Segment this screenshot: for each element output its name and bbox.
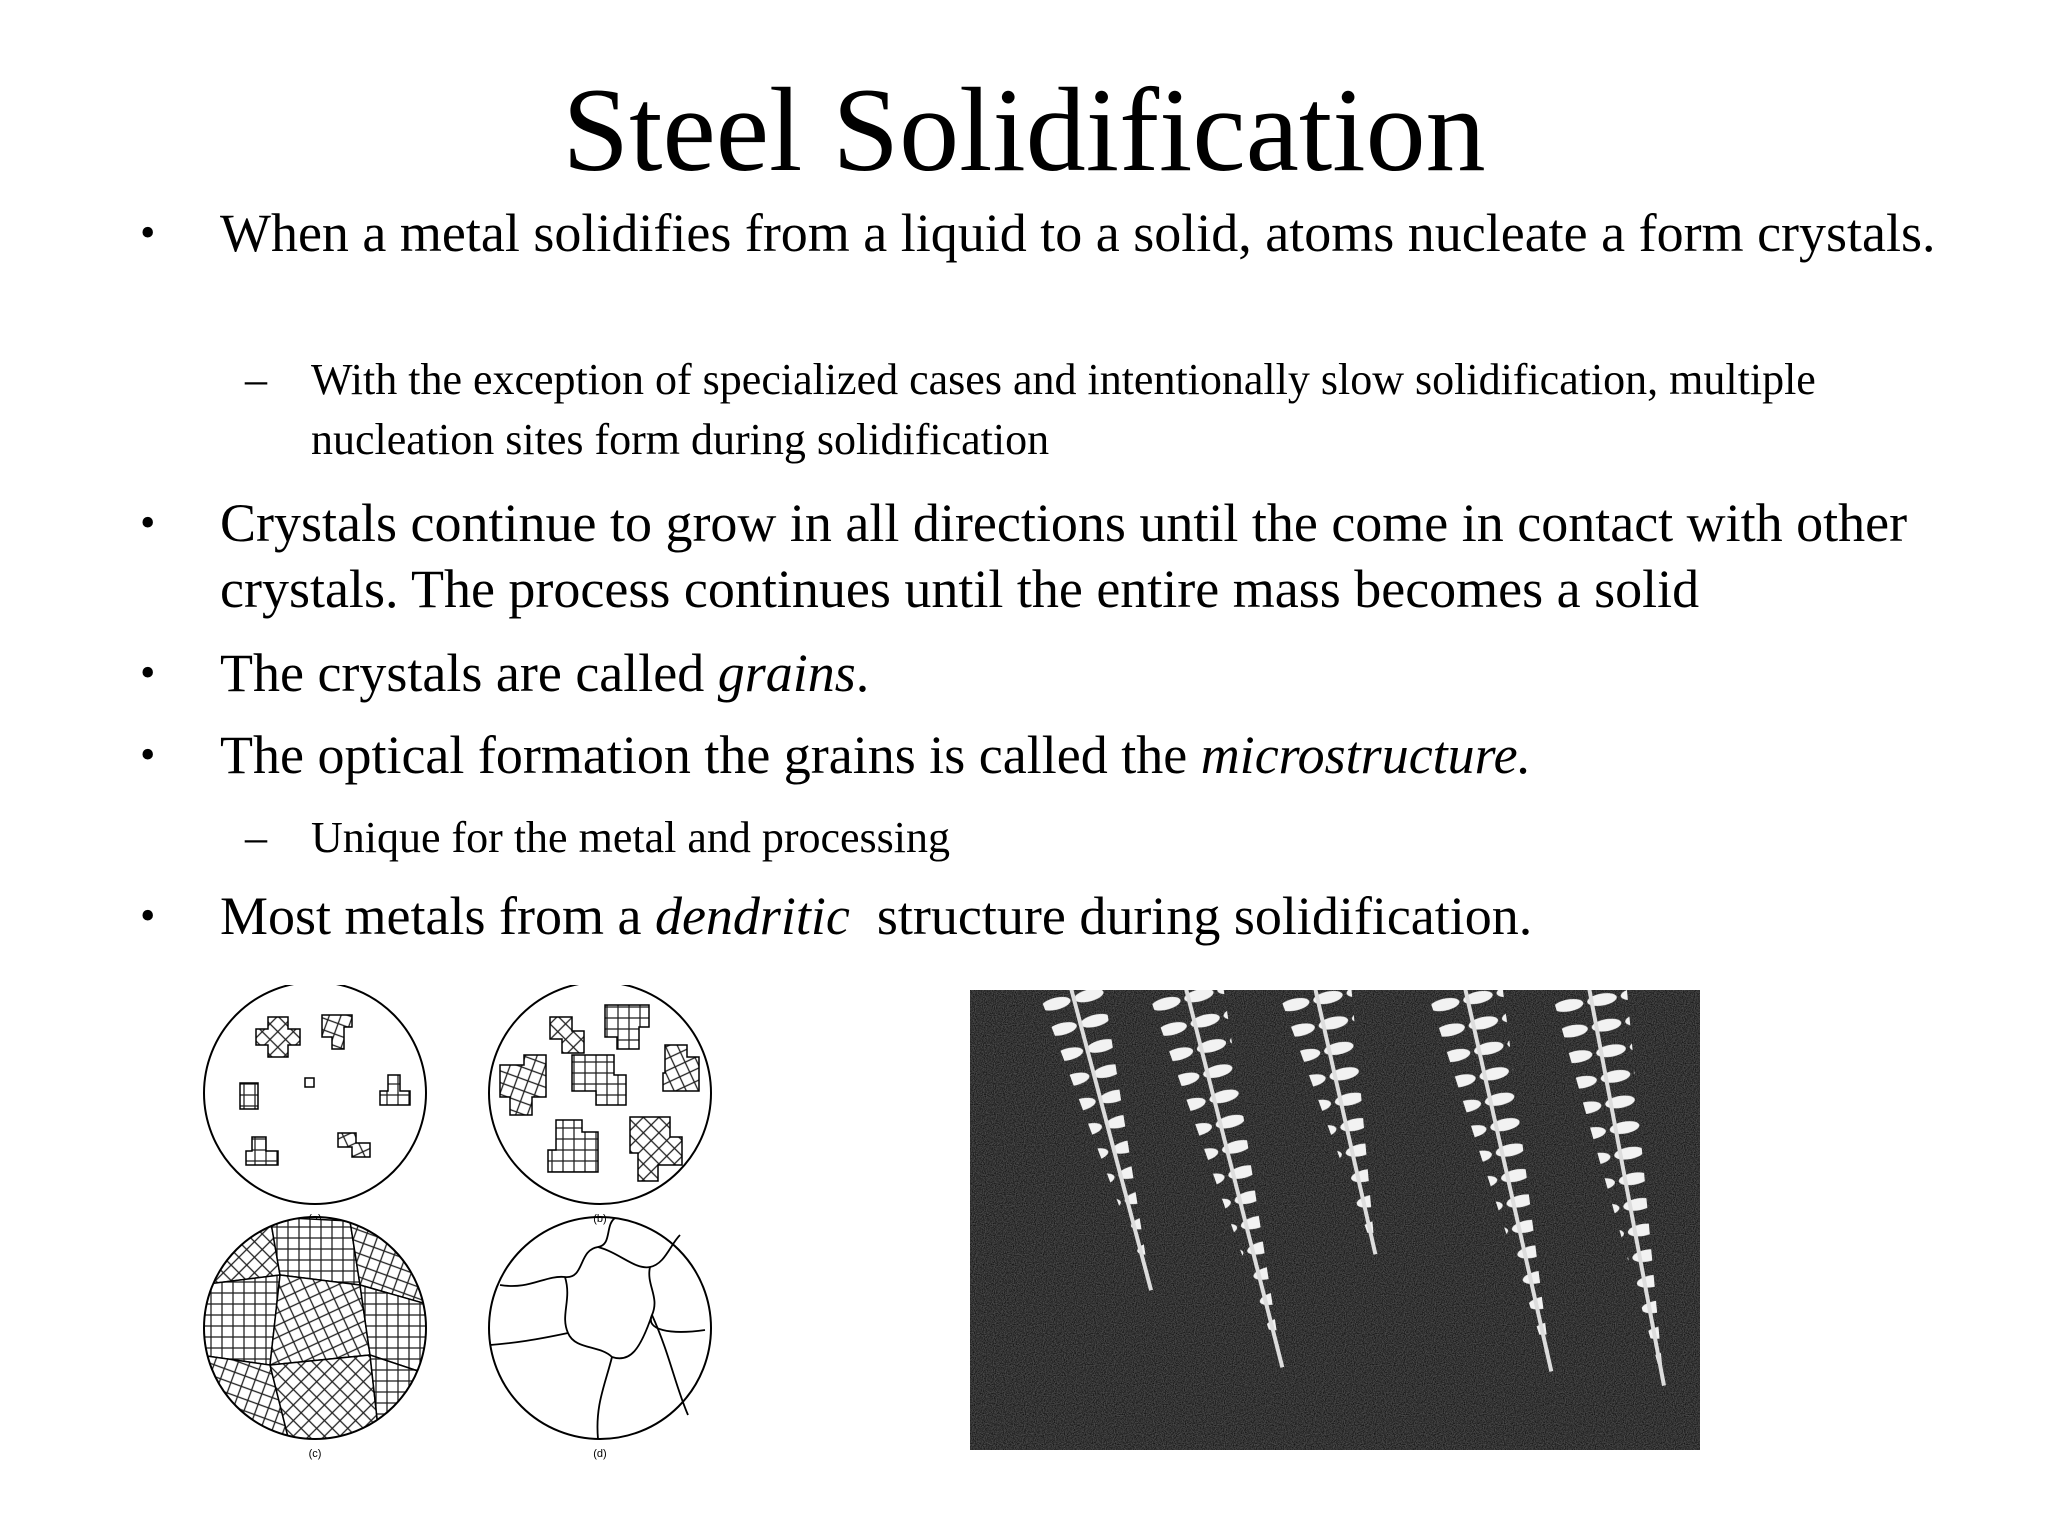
panel-label: (b) (593, 1213, 607, 1225)
bullet-marker: • (140, 730, 156, 779)
sub-bullet-marker: – (245, 813, 267, 862)
sub-bullet-marker: – (245, 355, 267, 404)
slide-title: Steel Solidification (562, 63, 1486, 196)
bullet-item (140, 883, 1980, 949)
bullet-text (220, 722, 1980, 788)
bullet-marker: • (140, 891, 156, 940)
emphasis-term: grains (717, 643, 856, 703)
bullet-text-part: . (855, 643, 870, 703)
bullet-text-part: Most metals from a (220, 886, 655, 946)
bullet-text-part: The crystals are called (220, 643, 718, 703)
bullet-item (140, 490, 1980, 622)
panel-c (200, 1217, 430, 1460)
bullet-text (220, 883, 1980, 949)
bullet-marker: • (140, 498, 156, 547)
sub-bullet-text: Unique for the metal and processing (311, 813, 951, 862)
bullet-text (220, 640, 1980, 706)
sub-bullet-text: With the exception of specialized cases and intentionally slow solidification, multiple nucleation sites form during solidification (311, 355, 1816, 464)
emphasis-term: microstructure. (1200, 725, 1532, 785)
bullet-text: Crystals continue to grow in all directions until the come in contact with other crystals. The process continues until the entire mass becomes a solid (220, 493, 1908, 619)
bullet-text-part: The optical formation the grains is called the (220, 725, 1201, 785)
bullet-marker: • (140, 648, 156, 697)
panel-d (489, 1217, 711, 1460)
bullet-item (140, 200, 1980, 266)
bullet-item (140, 640, 1980, 706)
sub-bullet-item (245, 350, 1925, 470)
panel-label: (d) (593, 1448, 607, 1460)
dendrite-micrograph (970, 990, 1700, 1450)
emphasis-term: dendritic (654, 886, 850, 946)
panel-a (204, 985, 426, 1225)
sub-bullet-item (245, 808, 1925, 868)
bullet-text-part: structure during solidification. (849, 886, 1533, 946)
bullet-text: When a metal solidifies from a liquid to a solid, atoms nucleate a form crystals. (220, 203, 1936, 263)
panel-label: (c) (308, 1448, 322, 1460)
panel-b (489, 985, 711, 1225)
bullet-item (140, 722, 1980, 788)
bullet-marker: • (140, 208, 156, 257)
grain-growth-diagram (200, 985, 740, 1465)
